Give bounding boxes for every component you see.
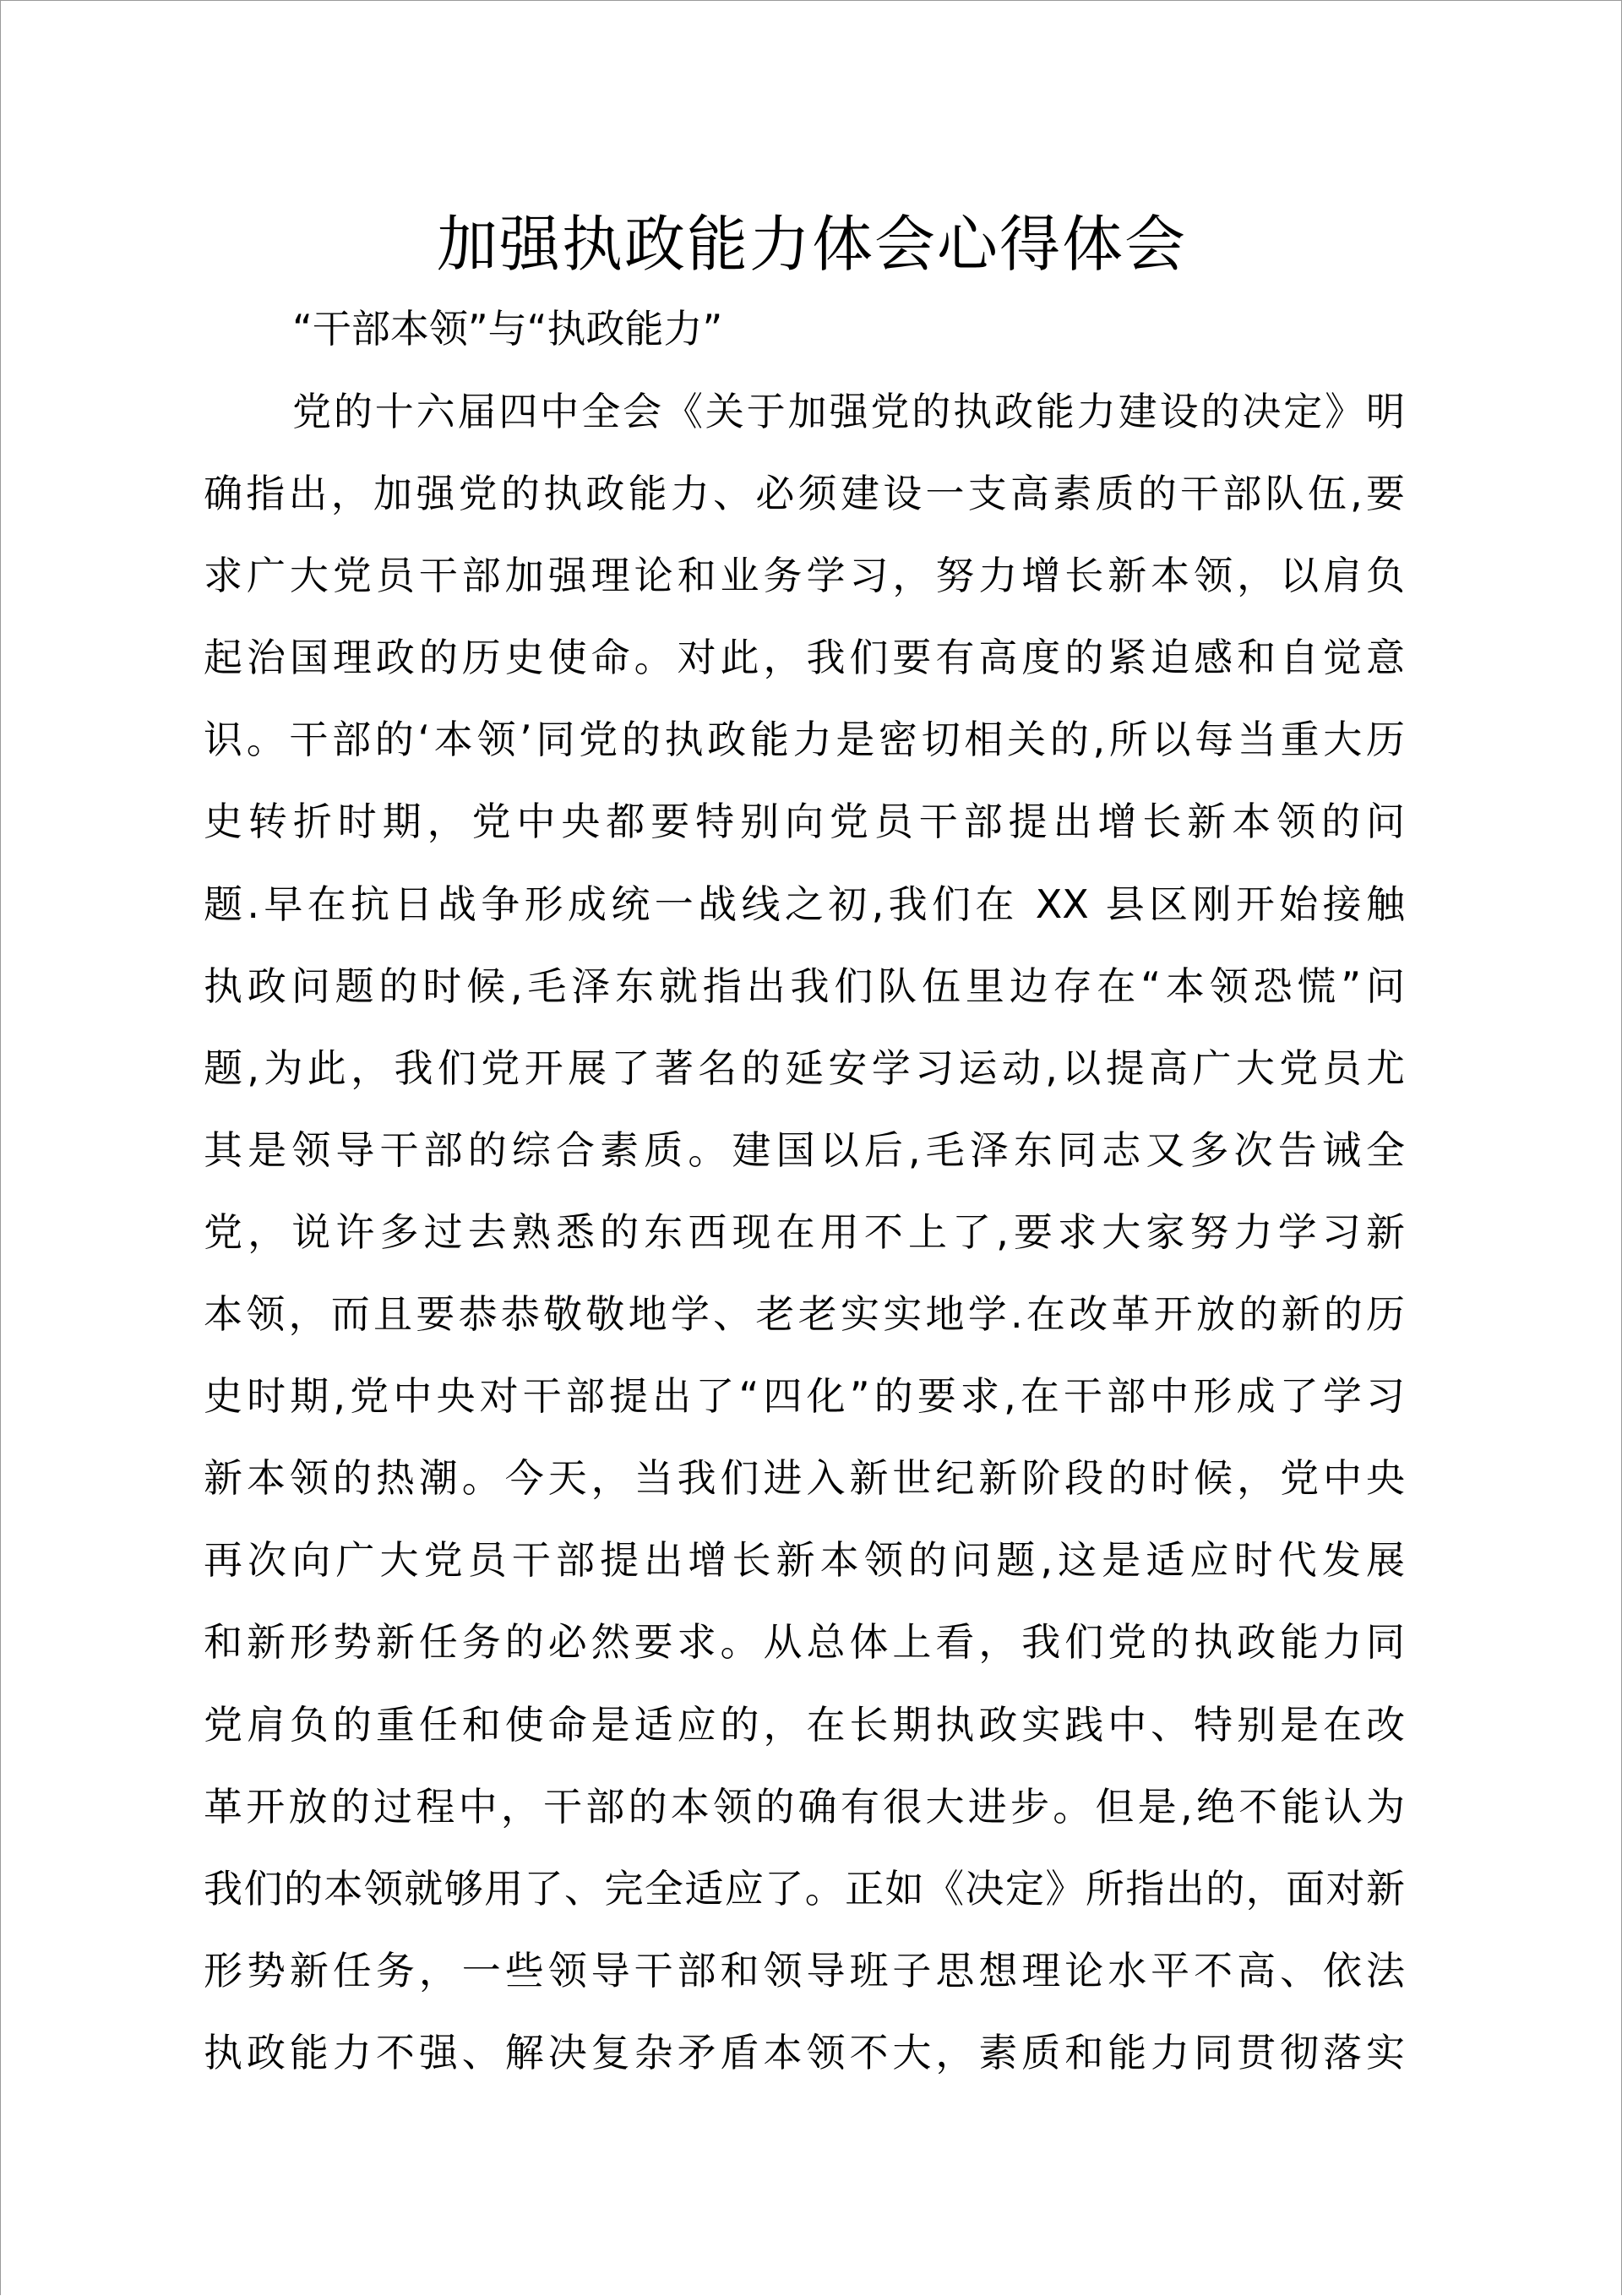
body-line: 和新形势新任务的必然要求。从总体上看，我们党的执政能力同 xyxy=(204,1619,1405,1666)
body-line: 史时期,党中央对干部提出了“四化”的要求,在干部中形成了学习 xyxy=(204,1373,1405,1420)
document-body xyxy=(204,371,1405,2094)
body-line: 执政问题的时候,毛泽东就指出我们队伍里边存在“本领恐慌”问 xyxy=(204,963,1405,1009)
body-line: 起治国理政的历史使命。对此，我们要有高度的紧迫感和自觉意 xyxy=(204,635,1405,681)
body-line: 党的十六届四中全会《关于加强党的执政能力建设的决定》明 xyxy=(292,389,1405,434)
document-subtitle: “干部本领”与“执政能力” xyxy=(292,306,723,352)
body-line: 确指出，加强党的执政能力、必须建设一支高素质的干部队伍,要 xyxy=(204,471,1405,517)
document-title: 加强执政能力体会心得体会 xyxy=(436,209,1187,280)
body-line: 执政能力不强、解决复杂矛盾本领不大，素质和能力同贯彻落实 xyxy=(204,2029,1405,2075)
body-line: 其是领导干部的综合素质。建国以后,毛泽东同志又多次告诫全 xyxy=(204,1126,1405,1173)
body-line: 革开放的过程中，干部的本领的确有很大进步。但是,绝不能认为 xyxy=(204,1783,1405,1830)
body-line: 形势新任务，一些领导干部和领导班子思想理论水平不高、依法 xyxy=(204,1947,1405,1993)
body-line: 我们的本领就够用了、完全适应了。正如《决定》所指出的，面对新 xyxy=(204,1865,1405,1912)
body-line: 再次向广大党员干部提出增长新本领的问题,这是适应时代发展 xyxy=(204,1537,1405,1584)
body-line: 题,为此，我们党开展了著名的延安学习运动,以提高广大党员尤 xyxy=(204,1044,1405,1091)
body-line: 史转折时期，党中央都要特别向党员干部提出增长新本领的问 xyxy=(204,799,1405,845)
body-line: 识。干部的‘本领’同党的执政能力是密切相关的,所以每当重大历 xyxy=(204,717,1405,763)
body-line: 党，说许多过去熟悉的东西现在用不上了,要求大家努力学习新 xyxy=(204,1208,1405,1255)
body-line: 新本领的热潮。今天，当我们进入新世纪新阶段的时候，党中央 xyxy=(204,1455,1405,1502)
body-line: 求广大党员干部加强理论和业务学习，努力增长新本领，以肩负 xyxy=(204,553,1405,599)
body-line: 党肩负的重任和使命是适应的，在长期执政实践中、特别是在改 xyxy=(204,1701,1405,1748)
body-line: 本领，而且要恭恭敬敬地学、老老实实地学.在改革开放的新的历 xyxy=(204,1291,1405,1338)
body-line: 题.早在抗日战争形成统一战线之初,我们在 XX 县区刚开始接触 xyxy=(204,881,1405,927)
